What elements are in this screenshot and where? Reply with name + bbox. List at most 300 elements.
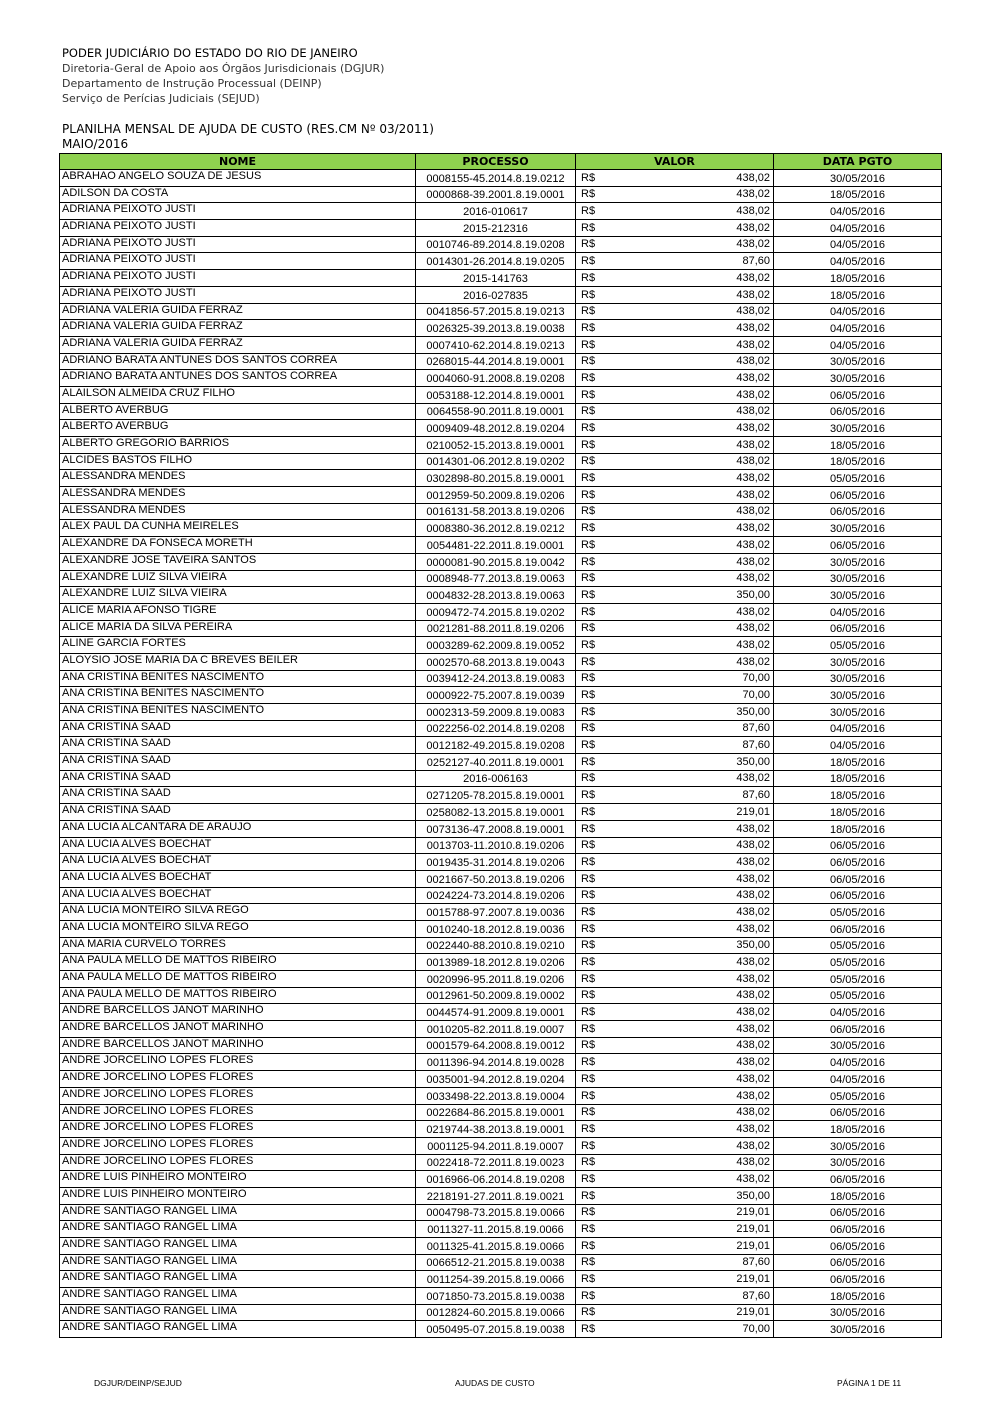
cell-nome: ANDRE BARCELLOS JANOT MARINHO bbox=[60, 1021, 416, 1038]
cell-nome: ANDRE SANTIAGO RANGEL LIMA bbox=[60, 1238, 416, 1255]
cell-valor bbox=[576, 1037, 774, 1054]
cell-valor bbox=[576, 754, 774, 771]
cell-data-pgto: 18/05/2016 bbox=[774, 270, 942, 287]
currency-symbol: R$ bbox=[581, 939, 596, 952]
cell-valor bbox=[576, 386, 774, 403]
currency-symbol: R$ bbox=[581, 689, 596, 701]
cell-valor bbox=[576, 804, 774, 821]
amount-value: 219,01 bbox=[736, 1223, 770, 1235]
cell-nome: ALEXANDRE LUIZ SILVA VIEIRA bbox=[60, 587, 416, 604]
cell-valor bbox=[576, 937, 774, 954]
table-row bbox=[60, 1271, 942, 1288]
currency-symbol: R$ bbox=[581, 705, 596, 718]
table-row bbox=[60, 1137, 942, 1154]
cell-data-pgto: 30/05/2016 bbox=[774, 520, 942, 537]
cell-valor bbox=[576, 286, 774, 303]
currency-symbol: R$ bbox=[581, 221, 596, 234]
currency-symbol: R$ bbox=[581, 872, 596, 885]
currency-symbol: R$ bbox=[581, 622, 596, 635]
amount-value: 438,02 bbox=[736, 505, 770, 518]
cell-valor bbox=[576, 1187, 774, 1204]
currency-symbol: R$ bbox=[581, 188, 596, 201]
cell-nome: ADRIANA VALERIA GUIDA FERRAZ bbox=[60, 303, 416, 320]
cell-nome: ANDRE SANTIAGO RANGEL LIMA bbox=[60, 1304, 416, 1321]
amount-value: 70,00 bbox=[742, 1323, 770, 1336]
cell-data-pgto: 04/05/2016 bbox=[774, 1004, 942, 1021]
cell-data-pgto: 04/05/2016 bbox=[774, 236, 942, 253]
payments-table bbox=[59, 153, 942, 1338]
currency-symbol: R$ bbox=[581, 822, 596, 835]
cell-nome: ANA LUCIA ALVES BOECHAT bbox=[60, 887, 416, 904]
cell-nome: ANDRE SANTIAGO RANGEL LIMA bbox=[60, 1288, 416, 1305]
cell-data-pgto: 05/05/2016 bbox=[774, 1087, 942, 1104]
cell-valor bbox=[576, 220, 774, 237]
cell-data-pgto: 30/05/2016 bbox=[774, 653, 942, 670]
amount-value: 438,02 bbox=[736, 221, 770, 234]
cell-processo: 0003289-62.2009.8.19.0052 bbox=[416, 637, 576, 654]
table-row bbox=[60, 837, 942, 854]
table-row bbox=[60, 1037, 942, 1054]
amount-value: 350,00 bbox=[736, 1189, 770, 1202]
cell-nome: ANDRE JORCELINO LOPES FLORES bbox=[60, 1087, 416, 1104]
cell-nome: ALEXANDRE JOSE TAVEIRA SANTOS bbox=[60, 553, 416, 570]
table-row bbox=[60, 1221, 942, 1238]
cell-processo: 0054481-22.2011.8.19.0001 bbox=[416, 537, 576, 554]
amount-value: 438,02 bbox=[736, 188, 770, 201]
cell-valor bbox=[576, 620, 774, 637]
table-row bbox=[60, 971, 942, 988]
cell-valor bbox=[576, 704, 774, 721]
table-row bbox=[60, 804, 942, 821]
cell-valor bbox=[576, 453, 774, 470]
amount-value: 87,60 bbox=[742, 789, 770, 802]
amount-value: 438,02 bbox=[736, 605, 770, 618]
amount-value: 70,00 bbox=[742, 689, 770, 701]
cell-processo: 0000922-75.2007.8.19.0039 bbox=[416, 687, 576, 704]
currency-symbol: R$ bbox=[581, 1306, 596, 1319]
table-row bbox=[60, 1071, 942, 1088]
cell-nome: ALEXANDRE DA FONSECA MORETH bbox=[60, 537, 416, 554]
table-row bbox=[60, 603, 942, 620]
cell-valor bbox=[576, 403, 774, 420]
cell-nome: ALESSANDRA MENDES bbox=[60, 487, 416, 504]
table-row bbox=[60, 336, 942, 353]
currency-symbol: R$ bbox=[581, 1323, 596, 1336]
header-directorate: Diretoria-Geral de Apoio aos Órgãos Jurisdicionais (DGJUR) bbox=[62, 62, 385, 75]
amount-value: 438,02 bbox=[736, 1056, 770, 1069]
amount-value: 438,02 bbox=[736, 305, 770, 318]
cell-valor bbox=[576, 1021, 774, 1038]
currency-symbol: R$ bbox=[581, 1256, 596, 1269]
currency-symbol: R$ bbox=[581, 1056, 596, 1069]
cell-valor bbox=[576, 837, 774, 854]
cell-data-pgto: 06/05/2016 bbox=[774, 1221, 942, 1238]
cell-processo: 0071850-73.2015.8.19.0038 bbox=[416, 1288, 576, 1305]
cell-valor bbox=[576, 1004, 774, 1021]
cell-processo: 0033498-22.2013.8.19.0004 bbox=[416, 1087, 576, 1104]
cell-processo: 0026325-39.2013.8.19.0038 bbox=[416, 320, 576, 337]
cell-processo: 0073136-47.2008.8.19.0001 bbox=[416, 820, 576, 837]
document-title: PLANILHA MENSAL DE AJUDA DE CUSTO (RES.CM Nº 03/2011) bbox=[62, 122, 434, 136]
cell-valor bbox=[576, 1154, 774, 1171]
cell-nome: ANA CRISTINA SAAD bbox=[60, 737, 416, 754]
table-row bbox=[60, 937, 942, 954]
cell-processo: 0013703-11.2010.8.19.0206 bbox=[416, 837, 576, 854]
table-row bbox=[60, 1021, 942, 1038]
cell-data-pgto: 18/05/2016 bbox=[774, 1187, 942, 1204]
amount-value: 87,60 bbox=[742, 739, 770, 752]
table-row bbox=[60, 1154, 942, 1171]
table-row bbox=[60, 1104, 942, 1121]
table-row bbox=[60, 1204, 942, 1221]
cell-nome: ANA LUCIA MONTEIRO SILVA REGO bbox=[60, 920, 416, 937]
currency-symbol: R$ bbox=[581, 472, 596, 485]
amount-value: 350,00 bbox=[736, 705, 770, 718]
cell-processo: 0012959-50.2009.8.19.0206 bbox=[416, 487, 576, 504]
cell-data-pgto: 30/05/2016 bbox=[774, 587, 942, 604]
amount-value: 438,02 bbox=[736, 572, 770, 585]
cell-processo: 0016966-06.2014.8.19.0208 bbox=[416, 1171, 576, 1188]
table-row bbox=[60, 353, 942, 370]
cell-nome: ALCIDES BASTOS FILHO bbox=[60, 453, 416, 470]
currency-symbol: R$ bbox=[581, 805, 596, 818]
cell-data-pgto: 04/05/2016 bbox=[774, 336, 942, 353]
cell-data-pgto: 04/05/2016 bbox=[774, 720, 942, 737]
table-row bbox=[60, 1321, 942, 1338]
cell-valor bbox=[576, 720, 774, 737]
footer-left: DGJUR/DEINP/SEJUD bbox=[94, 1378, 182, 1388]
cell-nome: ADRIANA PEIXOTO JUSTI bbox=[60, 236, 416, 253]
cell-nome: ANDRE JORCELINO LOPES FLORES bbox=[60, 1137, 416, 1154]
cell-nome: ALESSANDRA MENDES bbox=[60, 503, 416, 520]
cell-processo: 0001125-94.2011.8.19.0007 bbox=[416, 1137, 576, 1154]
table-row bbox=[60, 253, 942, 270]
cell-valor bbox=[576, 1254, 774, 1271]
cell-valor bbox=[576, 870, 774, 887]
cell-valor bbox=[576, 770, 774, 787]
table-row bbox=[60, 737, 942, 754]
cell-valor bbox=[576, 1321, 774, 1338]
amount-value: 350,00 bbox=[736, 588, 770, 601]
footer-center: AJUDAS DE CUSTO bbox=[455, 1378, 535, 1388]
currency-symbol: R$ bbox=[581, 338, 596, 351]
cell-processo: 0002570-68.2013.8.19.0043 bbox=[416, 653, 576, 670]
cell-data-pgto: 30/05/2016 bbox=[774, 370, 942, 387]
amount-value: 438,02 bbox=[736, 1172, 770, 1185]
cell-processo: 0022440-88.2010.8.19.0210 bbox=[416, 937, 576, 954]
amount-value: 219,01 bbox=[736, 805, 770, 818]
amount-value: 350,00 bbox=[736, 939, 770, 952]
amount-value: 438,02 bbox=[736, 905, 770, 918]
table-row bbox=[60, 754, 942, 771]
cell-nome: ANDRE JORCELINO LOPES FLORES bbox=[60, 1104, 416, 1121]
cell-processo: 0011254-39.2015.8.19.0066 bbox=[416, 1271, 576, 1288]
currency-symbol: R$ bbox=[581, 271, 596, 284]
table-row bbox=[60, 1087, 942, 1104]
cell-nome: ADRIANA PEIXOTO JUSTI bbox=[60, 220, 416, 237]
cell-data-pgto: 30/05/2016 bbox=[774, 1321, 942, 1338]
currency-symbol: R$ bbox=[581, 889, 596, 902]
currency-symbol: R$ bbox=[581, 1122, 596, 1135]
cell-processo: 0022418-72.2011.8.19.0023 bbox=[416, 1154, 576, 1171]
cell-valor bbox=[576, 887, 774, 904]
table-row bbox=[60, 403, 942, 420]
table-row bbox=[60, 1054, 942, 1071]
cell-data-pgto: 06/05/2016 bbox=[774, 537, 942, 554]
cell-processo: 0004832-28.2013.8.19.0063 bbox=[416, 587, 576, 604]
amount-value: 438,02 bbox=[736, 1122, 770, 1135]
column-header-nome: NOME bbox=[60, 154, 416, 170]
cell-valor bbox=[576, 920, 774, 937]
currency-symbol: R$ bbox=[581, 1289, 596, 1302]
cell-data-pgto: 05/05/2016 bbox=[774, 470, 942, 487]
amount-value: 438,02 bbox=[736, 1039, 770, 1052]
cell-processo: 0271205-78.2015.8.19.0001 bbox=[416, 787, 576, 804]
cell-data-pgto: 30/05/2016 bbox=[774, 704, 942, 721]
currency-symbol: R$ bbox=[581, 588, 596, 601]
amount-value: 438,02 bbox=[736, 555, 770, 568]
cell-nome: ADRIANA PEIXOTO JUSTI bbox=[60, 270, 416, 287]
header-service: Serviço de Perícias Judiciais (SEJUD) bbox=[62, 92, 260, 105]
cell-data-pgto: 05/05/2016 bbox=[774, 904, 942, 921]
cell-processo: 0252127-40.2011.8.19.0001 bbox=[416, 754, 576, 771]
cell-processo: 0024224-73.2014.8.19.0206 bbox=[416, 887, 576, 904]
cell-data-pgto: 04/05/2016 bbox=[774, 203, 942, 220]
currency-symbol: R$ bbox=[581, 305, 596, 318]
cell-data-pgto: 30/05/2016 bbox=[774, 420, 942, 437]
cell-nome: ANA CRISTINA BENITES NASCIMENTO bbox=[60, 704, 416, 721]
cell-processo: 0019435-31.2014.8.19.0206 bbox=[416, 854, 576, 871]
cell-nome: ADRIANO BARATA ANTUNES DOS SANTOS CORREA bbox=[60, 370, 416, 387]
cell-processo: 2016-010617 bbox=[416, 203, 576, 220]
cell-processo: 0010240-18.2012.8.19.0036 bbox=[416, 920, 576, 937]
table-row bbox=[60, 653, 942, 670]
cell-data-pgto: 06/05/2016 bbox=[774, 1254, 942, 1271]
cell-nome: ANDRE BARCELLOS JANOT MARINHO bbox=[60, 1004, 416, 1021]
cell-nome: ALBERTO AVERBUG bbox=[60, 420, 416, 437]
cell-data-pgto: 04/05/2016 bbox=[774, 220, 942, 237]
cell-data-pgto: 04/05/2016 bbox=[774, 320, 942, 337]
amount-value: 438,02 bbox=[736, 205, 770, 218]
cell-processo: 0007410-62.2014.8.19.0213 bbox=[416, 336, 576, 353]
cell-valor bbox=[576, 1288, 774, 1305]
cell-processo: 0000868-39.2001.8.19.0001 bbox=[416, 186, 576, 203]
table-row bbox=[60, 270, 942, 287]
cell-data-pgto: 18/05/2016 bbox=[774, 820, 942, 837]
table-row bbox=[60, 236, 942, 253]
cell-valor bbox=[576, 1137, 774, 1154]
cell-nome: ADRIANO BARATA ANTUNES DOS SANTOS CORREA bbox=[60, 353, 416, 370]
currency-symbol: R$ bbox=[581, 1139, 596, 1152]
currency-symbol: R$ bbox=[581, 655, 596, 668]
currency-symbol: R$ bbox=[581, 255, 596, 268]
currency-symbol: R$ bbox=[581, 1072, 596, 1085]
cell-data-pgto: 05/05/2016 bbox=[774, 937, 942, 954]
cell-data-pgto: 18/05/2016 bbox=[774, 1121, 942, 1138]
cell-data-pgto: 06/05/2016 bbox=[774, 870, 942, 887]
column-header-data-pgto: DATA PGTO bbox=[774, 154, 942, 170]
cell-data-pgto: 30/05/2016 bbox=[774, 670, 942, 687]
currency-symbol: R$ bbox=[581, 321, 596, 334]
currency-symbol: R$ bbox=[581, 238, 596, 251]
table-row bbox=[60, 887, 942, 904]
cell-data-pgto: 18/05/2016 bbox=[774, 286, 942, 303]
currency-symbol: R$ bbox=[581, 772, 596, 785]
amount-value: 438,02 bbox=[736, 405, 770, 418]
table-row bbox=[60, 487, 942, 504]
cell-valor bbox=[576, 637, 774, 654]
cell-data-pgto: 04/05/2016 bbox=[774, 737, 942, 754]
amount-value: 87,60 bbox=[742, 722, 770, 735]
cell-processo: 0044574-91.2009.8.19.0001 bbox=[416, 1004, 576, 1021]
table-row bbox=[60, 470, 942, 487]
cell-data-pgto: 04/05/2016 bbox=[774, 603, 942, 620]
amount-value: 438,02 bbox=[736, 1139, 770, 1152]
amount-value: 87,60 bbox=[742, 255, 770, 268]
amount-value: 438,02 bbox=[736, 455, 770, 468]
cell-nome: ALAILSON ALMEIDA CRUZ FILHO bbox=[60, 386, 416, 403]
cell-processo: 0014301-26.2014.8.19.0205 bbox=[416, 253, 576, 270]
cell-processo: 0021667-50.2013.8.19.0206 bbox=[416, 870, 576, 887]
currency-symbol: R$ bbox=[581, 839, 596, 852]
table-row bbox=[60, 587, 942, 604]
amount-value: 438,02 bbox=[736, 839, 770, 852]
table-row bbox=[60, 704, 942, 721]
cell-data-pgto: 06/05/2016 bbox=[774, 487, 942, 504]
cell-valor bbox=[576, 253, 774, 270]
cell-valor bbox=[576, 603, 774, 620]
amount-value: 438,02 bbox=[736, 872, 770, 885]
column-header-processo: PROCESSO bbox=[416, 154, 576, 170]
currency-symbol: R$ bbox=[581, 1239, 596, 1252]
cell-processo: 0302898-80.2015.8.19.0001 bbox=[416, 470, 576, 487]
cell-valor bbox=[576, 270, 774, 287]
cell-data-pgto: 30/05/2016 bbox=[774, 687, 942, 704]
table-row bbox=[60, 820, 942, 837]
table-row bbox=[60, 670, 942, 687]
cell-data-pgto: 18/05/2016 bbox=[774, 186, 942, 203]
cell-processo: 0035001-94.2012.8.19.0204 bbox=[416, 1071, 576, 1088]
cell-processo: 2015-212316 bbox=[416, 220, 576, 237]
currency-symbol: R$ bbox=[581, 1206, 596, 1219]
cell-nome: ANDRE LUIS PINHEIRO MONTEIRO bbox=[60, 1187, 416, 1204]
amount-value: 438,02 bbox=[736, 321, 770, 334]
currency-symbol: R$ bbox=[581, 855, 596, 868]
amount-value: 438,02 bbox=[736, 472, 770, 485]
cell-nome: ANA PAULA MELLO DE MATTOS RIBEIRO bbox=[60, 954, 416, 971]
currency-symbol: R$ bbox=[581, 1223, 596, 1235]
currency-symbol: R$ bbox=[581, 171, 596, 184]
amount-value: 438,02 bbox=[736, 822, 770, 835]
cell-nome: ADRIANA VALERIA GUIDA FERRAZ bbox=[60, 320, 416, 337]
amount-value: 438,02 bbox=[736, 1106, 770, 1119]
header-court-name: PODER JUDICIÁRIO DO ESTADO DO RIO DE JANEIRO bbox=[62, 46, 358, 60]
cell-nome: ANA CRISTINA SAAD bbox=[60, 770, 416, 787]
cell-valor bbox=[576, 487, 774, 504]
cell-processo: 0011327-11.2015.8.19.0066 bbox=[416, 1221, 576, 1238]
currency-symbol: R$ bbox=[581, 405, 596, 418]
table-row bbox=[60, 954, 942, 971]
currency-symbol: R$ bbox=[581, 288, 596, 301]
cell-processo: 0014301-06.2012.8.19.0202 bbox=[416, 453, 576, 470]
amount-value: 350,00 bbox=[736, 755, 770, 768]
cell-data-pgto: 30/05/2016 bbox=[774, 570, 942, 587]
cell-data-pgto: 05/05/2016 bbox=[774, 987, 942, 1004]
cell-data-pgto: 06/05/2016 bbox=[774, 1204, 942, 1221]
cell-valor bbox=[576, 1071, 774, 1088]
cell-nome: ABRAHAO ANGELO SOUZA DE JESUS bbox=[60, 170, 416, 187]
cell-nome: ANDRE SANTIAGO RANGEL LIMA bbox=[60, 1254, 416, 1271]
amount-value: 219,01 bbox=[736, 1306, 770, 1319]
cell-nome: ALICE MARIA AFONSO TIGRE bbox=[60, 603, 416, 620]
currency-symbol: R$ bbox=[581, 722, 596, 735]
cell-valor bbox=[576, 687, 774, 704]
cell-processo: 0053188-12.2014.8.19.0001 bbox=[416, 386, 576, 403]
currency-symbol: R$ bbox=[581, 355, 596, 368]
currency-symbol: R$ bbox=[581, 455, 596, 468]
cell-valor bbox=[576, 236, 774, 253]
currency-symbol: R$ bbox=[581, 755, 596, 768]
cell-valor bbox=[576, 854, 774, 871]
cell-nome: ANA LUCIA MONTEIRO SILVA REGO bbox=[60, 904, 416, 921]
cell-nome: ANA CRISTINA SAAD bbox=[60, 787, 416, 804]
cell-processo: 0013989-18.2012.8.19.0206 bbox=[416, 954, 576, 971]
amount-value: 438,02 bbox=[736, 438, 770, 451]
amount-value: 438,02 bbox=[736, 1156, 770, 1169]
table-row bbox=[60, 1304, 942, 1321]
cell-data-pgto: 30/05/2016 bbox=[774, 353, 942, 370]
cell-processo: 0015788-97.2007.8.19.0036 bbox=[416, 904, 576, 921]
cell-nome: ANDRE JORCELINO LOPES FLORES bbox=[60, 1154, 416, 1171]
amount-value: 219,01 bbox=[736, 1206, 770, 1219]
cell-data-pgto: 06/05/2016 bbox=[774, 403, 942, 420]
amount-value: 438,02 bbox=[736, 388, 770, 401]
cell-processo: 0004060-91.2008.8.19.0208 bbox=[416, 370, 576, 387]
currency-symbol: R$ bbox=[581, 438, 596, 451]
amount-value: 438,02 bbox=[736, 171, 770, 184]
table-row bbox=[60, 770, 942, 787]
amount-value: 438,02 bbox=[736, 989, 770, 1002]
cell-nome: ANA CRISTINA SAAD bbox=[60, 754, 416, 771]
cell-nome: ANA CRISTINA SAAD bbox=[60, 720, 416, 737]
cell-nome: ADILSON DA COSTA bbox=[60, 186, 416, 203]
cell-data-pgto: 18/05/2016 bbox=[774, 453, 942, 470]
cell-valor bbox=[576, 954, 774, 971]
cell-nome: ANDRE SANTIAGO RANGEL LIMA bbox=[60, 1204, 416, 1221]
cell-data-pgto: 04/05/2016 bbox=[774, 253, 942, 270]
currency-symbol: R$ bbox=[581, 371, 596, 384]
table-row bbox=[60, 503, 942, 520]
cell-data-pgto: 05/05/2016 bbox=[774, 954, 942, 971]
cell-data-pgto: 05/05/2016 bbox=[774, 637, 942, 654]
cell-processo: 0012824-60.2015.8.19.0066 bbox=[416, 1304, 576, 1321]
cell-valor bbox=[576, 420, 774, 437]
table-row bbox=[60, 170, 942, 187]
cell-data-pgto: 06/05/2016 bbox=[774, 887, 942, 904]
cell-processo: 2015-141763 bbox=[416, 270, 576, 287]
cell-data-pgto: 06/05/2016 bbox=[774, 620, 942, 637]
table-row bbox=[60, 904, 942, 921]
currency-symbol: R$ bbox=[581, 572, 596, 585]
cell-nome: ANA PAULA MELLO DE MATTOS RIBEIRO bbox=[60, 971, 416, 988]
amount-value: 87,60 bbox=[742, 1256, 770, 1269]
document-header bbox=[62, 46, 384, 106]
table-row bbox=[60, 687, 942, 704]
cell-valor bbox=[576, 303, 774, 320]
currency-symbol: R$ bbox=[581, 522, 596, 535]
cell-processo: 0210052-15.2013.8.19.0001 bbox=[416, 437, 576, 454]
cell-processo: 0008948-77.2013.8.19.0063 bbox=[416, 570, 576, 587]
